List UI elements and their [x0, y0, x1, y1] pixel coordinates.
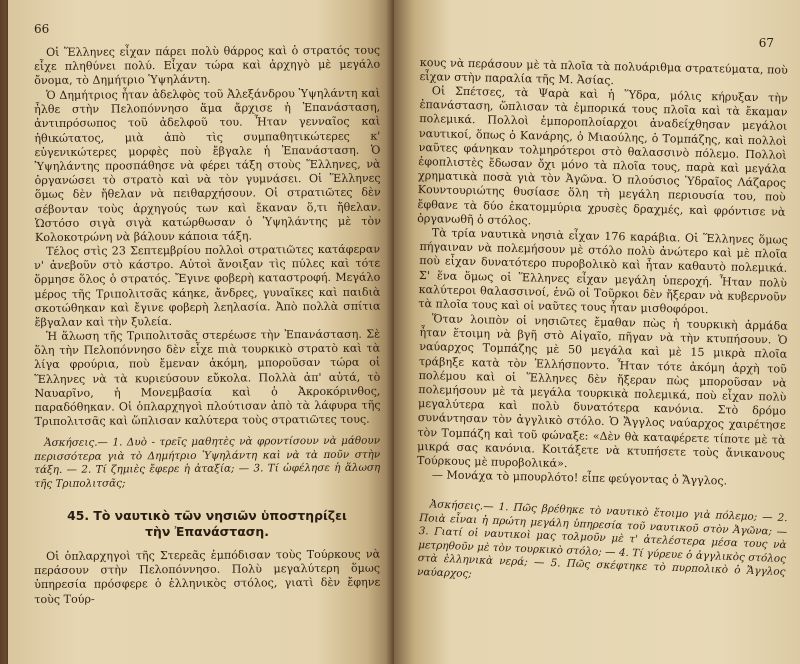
paragraph: — Μονάχα τὸ μπουρλότο! εἶπε φεύγοντας ὁ Ἄγγλος.: [431, 468, 728, 488]
paragraph: Οἱ Ἕλληνες εἶχαν πάρει πολὺ θάρρος καὶ ὁ στρατός τους εἶχε πληθύνει πολύ. Εἶχαν τώρα καὶ ἀρχηγὸ μὲ μεγάλο ὄνομα, τὸ Δημήτριο Ὑψηλάντη.: [34, 43, 381, 88]
paragraph: Οἱ Σπέτσες, τὰ Ψαρὰ καὶ ἡ Ὕδρα, μόλις κήρυξαν τὴν ἐπανάσταση, ὥπλισαν τὰ ἐμπορικά τους πλοῖα καὶ τὰ ἔκαμαν πολεμικά. Πολλοὶ ἐμποροπλοίαρχοι ἀναδείχθησαν μεγάλοι ναυτικοί, ὅπως ὁ Κανάρης, ὁ Μιαούλης, ὁ Τομπάζης, καὶ πολλοὶ ναῦτες φάνηκαν τολμηρότεροι στὸ θαλασσινὸ πόλεμο. Πολλοὶ ἐφοπλιστὲς ἔδωσαν ὄχι μόνο τὰ πλοῖα τους, παρὰ καὶ μεγάλα χρηματικὰ ποσὰ γιὰ τὸν Ἀγῶνα. Ὁ πλούσιος Ὑδραῖος Λάζαρος Κουντουριώτης θυσίασε ὅλη τὴ μεγάλη περιουσία του, ποὺ ἔφθανε τὰ δύο ἑκατομμύρια χρυσὲς δραχμές, καὶ φρόντισε νὰ ὀργανωθῆ ὁ στόλος.: [417, 84, 788, 228]
paragraph: Ὅταν λοιπὸν οἱ νησιῶτες ἔμαθαν πὼς ἡ τουρκικὴ ἀρμάδα ἦταν ἕτοιμη νὰ βγῆ στὸ Αἰγαῖο, πῆγαν νὰ τὴν κτυπήσουν. Ὁ ναύαρχος Τομπάζης μὲ 50 μεγάλα καὶ μὲ 15 μικρὰ πλοῖα τράβηξε κατὰ τὸν Ἑλλήσποντο. Ἦταν τότε ἀκόμη ἀρχὴ τοῦ πολέμου καὶ οἱ Ἕλληνες δὲν ἤξεραν πὼς μποροῦσαν νὰ πολεμήσουν μὲ τὰ μεγάλα τουρκικὰ πολεμικά, ποὺ εἶχαν πολὺ μεγαλύτερα καὶ πολὺ δυνατότερα κανόνια. Στὸ δρόμο συνάντησαν τὸν ἀγγλικὸ στόλο. Ὁ Ἄγγλος ναύαρχος χαιρέτησε τὸν Τομπάζη καὶ τοῦ φώναξε: «Δὲν θὰ καταφέρετε τίποτε μὲ τὰ μικρά σας κανόνια. Κοιτάξετε νὰ κτυπήσετε τοὺς ἄνικανους Τούρκους μὲ πυροβολικά».: [416, 311, 788, 470]
left-page: [8, 0, 394, 664]
page-number: 67: [758, 36, 774, 50]
paragraph: Τὰ τρία ναυτικὰ νησιὰ εἶχαν 176 καράβια. Οἱ Ἕλληνες ὅμως πήγαιναν νὰ πολεμήσουν μὲ στόλο πολὺ ἀνώτερο καὶ μὲ πλοῖα ποὺ εἶχαν δυνατότερο πυροβολικὸ καὶ ἦταν καθαυτὸ πολεμικά. Σ' ἕνα ὅμως οἱ Ἕλληνες εἶχαν μεγάλη ὑπεροχή. Ἦταν πολὺ καλύτεροι θαλασσινοί, ἐνῶ οἱ Τοῦρκοι δὲν ἤξεραν νὰ κυβερνοῦν τὰ πλοῖα τους καὶ οἱ ναῦτες τους ἦταν μισθοφόροι.: [418, 226, 788, 317]
section-title: [34, 508, 380, 540]
page-number: 66: [34, 22, 50, 36]
paragraph: κους νὰ περάσουν μὲ τὰ πλοῖα τὰ πολυάριθμα στρατεύματα, ποὺ εἶχαν στὴν παραλία τῆς Μ. Ἀσίας.: [419, 56, 788, 88]
right-page: [394, 0, 800, 664]
exercises: Ἀσκήσεις.— 1. Πῶς βρέθηκε τὸ ναυτικὸ ἕτοιμο γιὰ πόλεμο; — 2. Ποιὰ εἶναι ἡ πρώτη μεγάλη ὑπηρεσία τοῦ ναυτικοῦ στὸν Ἀγῶνα; — 3. Γιατί οἱ ναυτικοὶ μας τολμοῦν μὲ τ' ἀτελέστερα μέσα τους νὰ μετρηθοῦν μὲ τὸν τουρκικὸ στόλο; — 4. Τί γύρευε ὁ ἀγγλικὸς στόλος στὰ ἑλληνικὰ νερά; — 5. Πῶς σκέφτηκε τὸ πυρπολικὸ ὁ Ἄγγλος ναύαρχος;: [416, 498, 788, 581]
paragraph: Ἡ ἅλωση τῆς Τριπολιτσᾶς στερέωσε τὴν Ἐπανάσταση. Σὲ ὅλη τὴν Πελοπόννησο δὲν εἶχε πιὰ τουρκικὸ στρατὸ καὶ τὰ λίγα φρούρια, ποὺ ἔμεναν ἀκόμη, μποροῦσαν τώρα οἱ Ἕλληνες νὰ τὰ κυριεύσουν εὔκολα. Πολλὰ ἀπ' αὐτά, τὸ Ναυαρῖνο, ἡ Μονεμβασία καὶ ὁ Ἀκροκόρινθος, παραδόθηκαν. Οἱ ὁπλαρχηγοὶ πλούτισαν ἀπὸ τὰ λάφυρα τῆς Τριπολιτσᾶς καὶ ὥπλισαν καλύτερα τοὺς στρατιῶτες τους.: [34, 327, 381, 429]
section-title-line: τὴν Ἐπανάσταση.: [145, 523, 269, 539]
paragraph: Ὁ Δημήτριος ἦταν ἀδελφὸς τοῦ Ἀλεξάνδρου Ὑψηλάντη καὶ ἦλθε στὴν Πελοπόννησο ἅμα ἄρχισε ἡ Ἐπανάσταση, ἀντιπρόσωπος τοῦ ἀδελφοῦ του. Ἦταν γενναῖος καὶ ἠθικώτατος, μιὰ ἀπὸ τὶς συμπαθητικώτερες κ' εὐγενικώτερες μορφὲς ποὺ ἔβγαλε ἡ Ἐπανάσταση. Ὁ Ὑψηλάντης προσπάθησε νὰ φέρει τάξη στοὺς Ἕλληνες, νὰ ὀργανώσει τὸ στρατὸ καὶ νὰ τὸν γυμνάσει. Οἱ Ἕλληνες ὅμως δὲν ἤθελαν νὰ πειθαρχήσουν. Οἱ στρατιῶτες δὲν σέβονταν τοὺς ἀρχηγούς των καὶ ἔκαναν ὅ,τι ἤθελαν. Ὡστόσο σιγὰ σιγὰ κατώρθωσαν ὁ Ὑψηλάντης μὲ τὸν Κολοκοτρώνη νὰ βάλουν κάποια τάξη.: [34, 86, 381, 244]
exercises: Ἀσκήσεις.— 1. Δυὸ - τρεῖς μαθητὲς νὰ φροντίσουν νὰ μάθουν περισσότερα γιὰ τὸ Δημήτριο Ὑψηλάντη καὶ νὰ τὰ ποῦν στὴν τάξη. — 2. Τί ζημιὲς ἔφερε ἡ ἀταξία; — 3. Τί ὠφέλησε ἡ ἅλωση τῆς Τριπολιτσᾶς;: [34, 435, 381, 491]
paragraph: Οἱ ὁπλαρχηγοὶ τῆς Στερεᾶς ἐμπόδισαν τοὺς Τούρκους νὰ περάσουν στὴν Πελοπόννησο. Πολὺ μεγαλύτερη ὅμως ὑπηρεσία πρόσφερε ὁ ἑλληνικὸς στόλος, γιατὶ δὲν ἔφηνε τοὺς Τούρ-: [34, 547, 381, 606]
section-title-line: 45. Τὸ ναυτικὸ τῶν νησιῶν ὑποστηρίζει: [67, 507, 347, 523]
paragraph: Τέλος στὶς 23 Σεπτεμβρίου πολλοὶ στρατιῶτες κατάφεραν ν' ἀνεβοῦν στὸ κάστρο. Αὐτοὶ ἄνοιξαν τὶς πύλες καὶ τότε ὅρμησε ὅλος ὁ στρατός. Ἔγινε φοβερὴ καταστροφή. Μεγάλο μέρος τῆς Τριπολιτσᾶς κάηκε, ἄνδρες, γυναῖκες καὶ παιδιὰ σκοτώθηκαν καὶ ἔγινε φοβερὴ λεηλασία. Ἀπὸ πολλὰ σπίτια ἔβγαλαν καὶ τὴν ξυλεία.: [34, 242, 381, 329]
